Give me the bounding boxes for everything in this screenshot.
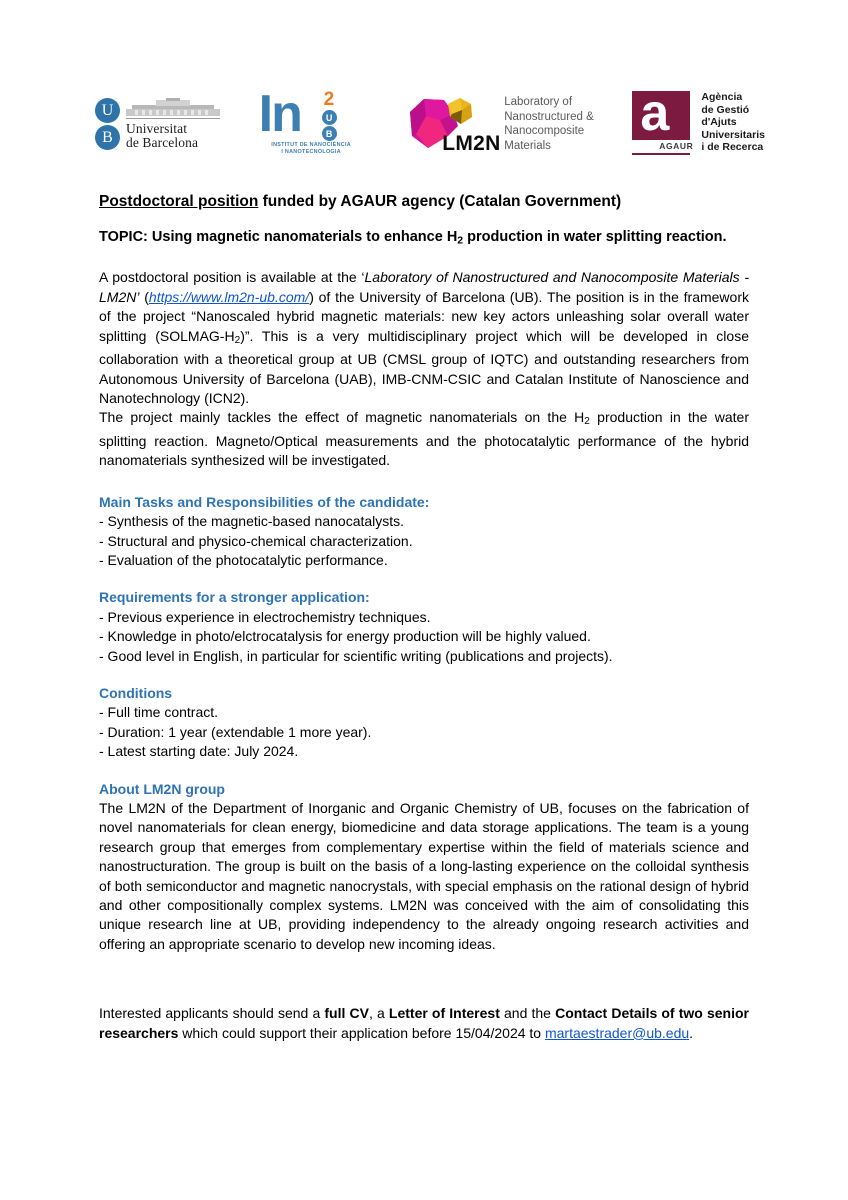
ub-name-line2: de Barcelona — [126, 135, 199, 150]
in2ub-caption — [259, 142, 364, 156]
logo-in2ub — [258, 85, 364, 159]
topic-line — [99, 228, 749, 250]
intro-paragraphs — [99, 268, 749, 470]
closing-e: and the — [499, 1005, 556, 1022]
section-conditions — [99, 684, 749, 762]
lm2n-line2: Nanostructured & — [504, 110, 594, 123]
spacer-3 — [99, 666, 749, 684]
in2ub-superscript: 2 — [323, 89, 335, 110]
section-heading: Requirements for a stronger application: — [99, 589, 370, 606]
lm2n-line3: Nanocomposite — [504, 125, 585, 137]
closing-a: Interested applicants should send a — [99, 1005, 325, 1022]
intro-p1-a: A postdoctoral position is available at the ‘ — [99, 269, 365, 286]
contact-email-link[interactable]: martaestrader@ub.edu — [544, 1024, 690, 1041]
section-heading: Main Tasks and Responsibilities of the candidate: — [99, 493, 430, 510]
closing-contact-details: Contact Details of two senior researchers — [99, 1005, 749, 1041]
university-building-icon — [126, 98, 220, 119]
closing-period: . — [689, 1024, 694, 1041]
agaur-line5: i de Recerca — [701, 141, 764, 154]
ub-name — [126, 122, 220, 150]
in2ub-mark: In — [258, 85, 301, 143]
section-heading: About LM2N group — [99, 780, 225, 797]
intro-p1-space: ( — [139, 288, 149, 305]
agaur-line3: d'Ajuts — [701, 116, 737, 129]
about-body: The LM2N of the Department of Inorganic and Organic Chemistry of UB, focuses on the fabrication of novel nanomaterials for clean energy, biomedicine and data storage applications. The team is a young research group that emerges from complementary expertise within the field of materials science and nanostructuration. The group is built on the basis of a long-lasting experience on the colloidal synthesis of both semiconductor and magnetic nanocrystals, with special emphasis on the rational design of hybrid and other compositionally complex systems. LM2N was conceived with the aim of consolidating this unique research line at UB, providing independency to the already ongoing research activities and offering an appropriate scenario to develop new incoming ideas. — [99, 800, 749, 952]
section-requirements — [99, 588, 749, 666]
ub-name-line1: Universitat — [126, 121, 188, 136]
spacer-2 — [99, 570, 749, 588]
agaur-mark — [632, 84, 694, 155]
agaur-letter-a: a — [640, 84, 670, 142]
intro-p1-subscript: 2 — [234, 334, 241, 346]
spacer-1 — [99, 471, 749, 493]
document-content — [99, 192, 749, 1057]
closing-letter-of-interest: Letter of Interest — [388, 1005, 500, 1022]
topic-text-b: production in water splitting reaction. — [463, 229, 727, 245]
section-heading: Conditions — [99, 685, 173, 701]
intro-p2-b: production in the water splitting reaction. Magneto/Optical measurements and the photocatalytic performance of the hybrid nanomaterials synthesized will be investigated. — [99, 409, 749, 469]
lm2n-line4: Materials — [504, 139, 551, 152]
list-item: - Good level in English, in particular for scientific writing (publications and projects). — [99, 647, 613, 664]
list-item: - Previous experience in electrochemistry techniques. — [99, 608, 431, 625]
topic-text: Using magnetic nanomaterials to enhance H — [151, 229, 458, 245]
ub-wordmark — [126, 98, 220, 150]
ub-letter-b: B — [95, 125, 120, 150]
topic-label: TOPIC: — [99, 229, 152, 245]
logo-bar — [95, 84, 765, 164]
agaur-fullname — [701, 91, 765, 154]
list-item: - Full time contract. — [99, 704, 219, 721]
page-title — [99, 192, 749, 211]
list-item: - Duration: 1 year (extendable 1 more year). — [99, 723, 372, 740]
lm2n-line1: Laboratory of — [504, 96, 573, 108]
agaur-line2: de Gestió — [701, 103, 750, 116]
list-item: - Synthesis of the magnetic-based nanocatalysts. — [99, 513, 405, 530]
closing-full-cv: full CV — [324, 1005, 369, 1022]
list-item: - Knowledge in photo/elctrocatalysis for energy production will be highly valued. — [99, 628, 591, 645]
agaur-line4: Universitaris — [701, 128, 765, 141]
logo-agaur — [632, 84, 765, 157]
spacer-4 — [99, 762, 749, 780]
list-item: - Latest starting date: July 2024. — [99, 743, 299, 760]
in2ub-caption-line2: I NANOTECNOLOGIA — [281, 149, 341, 155]
closing-paragraph — [99, 1004, 749, 1043]
intro-p2-subscript: 2 — [584, 416, 590, 428]
page-title-rest: funded by AGAUR agency (Catalan Government) — [258, 193, 622, 210]
list-item: - Evaluation of the photocatalytic performance. — [99, 551, 388, 568]
spacer-5 — [99, 954, 749, 990]
section-about-lm2n — [99, 780, 749, 955]
lm2n-fullname — [504, 95, 594, 153]
ub-monogram — [95, 98, 120, 150]
agaur-label: AGAUR — [659, 141, 694, 151]
in2ub-caption-line1: INSTITUT DE NANOCIÈNCIA — [271, 142, 351, 148]
page-title-underlined: Postdoctoral position — [99, 193, 259, 210]
list-item: - Structural and physico-chemical characterization. — [99, 532, 413, 549]
closing-g: which could support their application before 15/04/2024 to — [178, 1024, 545, 1041]
topic-subscript: 2 — [457, 235, 464, 247]
lm2n-polyhedron-icon — [402, 90, 501, 158]
intro-paragraph-2 — [99, 408, 749, 470]
closing-c: , a — [368, 1005, 389, 1022]
lm2n-acronym: LM2N — [442, 132, 501, 155]
in2ub-badge-b: B — [322, 126, 337, 141]
intro-p1-italic: Laboratory of Nanostructured and Nanocomposite Materials - LM2N’ — [99, 269, 750, 305]
intro-p2-a: The project mainly tackles the effect of magnetic nanomaterials on the H — [99, 409, 585, 426]
lm2n-website-link[interactable]: https://www.lm2n-ub.com/ — [148, 288, 310, 305]
in2ub-badges — [322, 110, 337, 141]
intro-p1-c: )”. This is a very multidisciplinary project which will be developed in close collaboration with a theoretical group at UB (CMSL group of IQTC) and outstanding researchers from Autonomous University of Barcelona (UAB), IMB-CNM-CSIC and Catalan Institute of Nanoscience and Nanotechnology (ICN2). — [99, 327, 749, 406]
agaur-square-icon — [632, 84, 690, 142]
logo-universitat-de-barcelona — [95, 93, 220, 155]
agaur-rule — [632, 153, 690, 155]
section-main-tasks — [99, 493, 749, 571]
in2ub-badge-u: U — [322, 110, 337, 125]
agaur-line1: Agència — [701, 91, 743, 103]
intro-paragraph-1 — [99, 268, 749, 408]
intro-p1-b: ) of the University of Barcelona (UB). The position is in the framework of the project “Nanoscaled hybrid magnetic materials: new key actors unleashing solar overall water splitting (SOLMAG-H — [99, 288, 749, 344]
ub-letter-u: U — [95, 98, 120, 123]
logo-lm2n — [402, 88, 594, 160]
